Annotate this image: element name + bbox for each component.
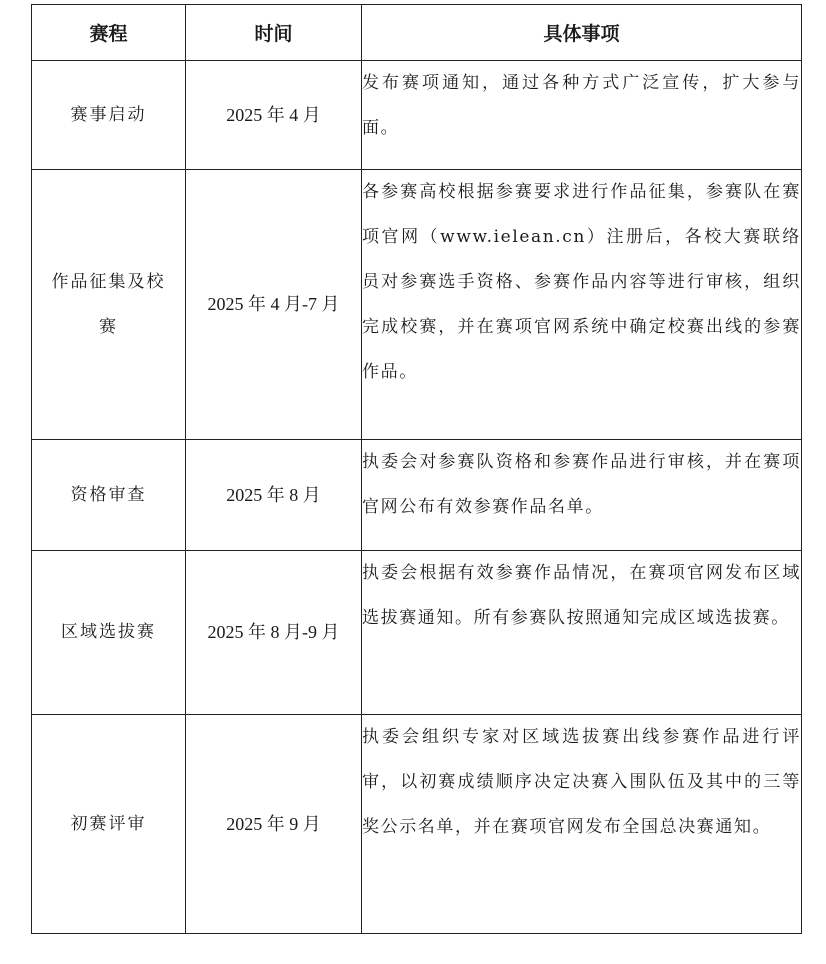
header-stage: 赛程: [32, 5, 186, 61]
stage-cell: 赛事启动: [32, 61, 186, 170]
detail-cell: 执委会组织专家对区域选拔赛出线参赛作品进行评审，以初赛成绩顺序决定决赛入围队伍及其中的三等奖公示名单，并在赛项官网发布全国总决赛通知。: [362, 715, 802, 934]
table-row: [32, 440, 802, 551]
table-row: [32, 715, 802, 934]
detail-cell: 发布赛项通知，通过各种方式广泛宣传，扩大参与面。: [362, 61, 802, 170]
stage-cell: 区域选拔赛: [32, 551, 186, 715]
detail-cell: 执委会对参赛队资格和参赛作品进行审核，并在赛项官网公布有效参赛作品名单。: [362, 440, 802, 551]
schedule-table: [31, 4, 802, 934]
header-row: [32, 5, 802, 61]
header-detail: 具体事项: [362, 5, 802, 61]
stage-cell: 资格审查: [32, 440, 186, 551]
stage-cell: [32, 170, 186, 440]
detail-cell: 执委会根据有效参赛作品情况，在赛项官网发布区域选拔赛通知。所有参赛队按照通知完成区域选拔赛。: [362, 551, 802, 715]
stage-cell: 初赛评审: [32, 715, 186, 934]
table-row: [32, 61, 802, 170]
time-cell: 2025 年 8 月: [186, 440, 362, 551]
stage-text: 作品征集及校赛: [51, 271, 166, 337]
header-time: 时间: [186, 5, 362, 61]
table-row: [32, 551, 802, 715]
time-cell: 2025 年 4 月: [186, 61, 362, 170]
table-row: [32, 170, 802, 440]
time-cell: 2025 年 4 月-7 月: [186, 170, 362, 440]
time-cell: 2025 年 9 月: [186, 715, 362, 934]
detail-cell: 各参赛高校根据参赛要求进行作品征集，参赛队在赛项官网（www.ielean.cn）注册后，各校大赛联络员对参赛选手资格、参赛作品内容等进行审核，组织完成校赛，并在赛项官网系统中确定校赛出线的参赛作品。: [362, 170, 802, 440]
time-cell: 2025 年 8 月-9 月: [186, 551, 362, 715]
